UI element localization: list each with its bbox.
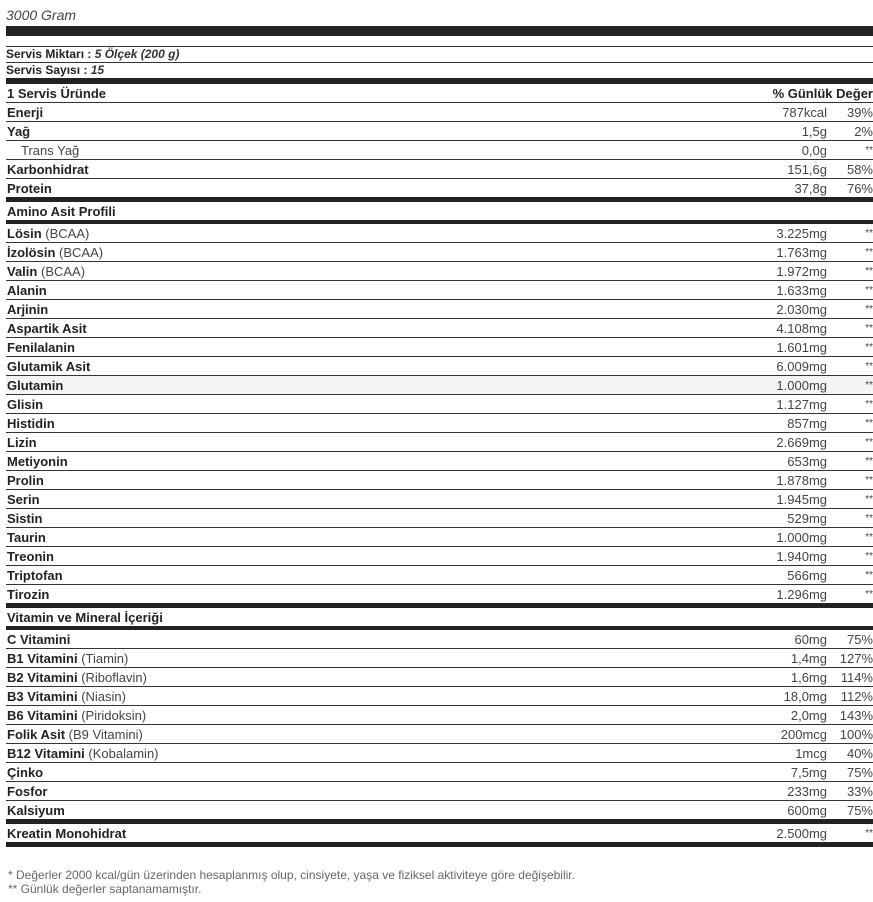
row-daily-value: **: [865, 437, 873, 448]
row-name: [7, 490, 40, 510]
row-name: [7, 801, 65, 821]
row-daily-value: **: [865, 247, 873, 258]
row-value: 1,5g: [801, 124, 827, 139]
row-subname: (Tiamin): [81, 651, 129, 666]
row-name-text: B3 Vitamini: [7, 689, 78, 704]
table-row: [6, 585, 873, 603]
row-value: 787kcal: [782, 105, 827, 120]
nutrition-table: [6, 0, 873, 847]
row-name: [7, 585, 49, 605]
row-name: [7, 668, 147, 688]
row-name-text: Karbonhidrat: [7, 162, 89, 177]
row-name-text: B6 Vitamini: [7, 708, 78, 723]
table-row: [6, 528, 873, 547]
row-name: [7, 262, 85, 282]
row-name-text: Enerji: [7, 105, 44, 120]
table-row: [6, 319, 873, 338]
footnote-2: ** Günlük değerler saptanamamıştır.: [8, 882, 202, 896]
serving-amount-label: Servis Miktarı :: [6, 47, 92, 61]
table-row: [6, 224, 873, 243]
row-value: 566mg: [787, 568, 827, 583]
row-daily-value: **: [865, 532, 873, 543]
table-row: [6, 338, 873, 357]
row-value: 200mcg: [780, 727, 827, 742]
row-daily-value: 75%: [846, 803, 873, 818]
table-row: [6, 262, 873, 281]
row-value: 1.945mg: [776, 492, 827, 507]
row-value: 1,6mg: [790, 670, 827, 685]
row-name-text: Prolin: [7, 473, 44, 488]
row-name: [7, 687, 126, 707]
header-right: % Günlük Değer: [772, 86, 873, 101]
row-subname: (BCAA): [59, 245, 104, 260]
row-value: 1.296mg: [776, 587, 827, 602]
row-subname: (Niasin): [81, 689, 126, 704]
row-daily-value: **: [865, 228, 873, 239]
row-daily-value: 58%: [846, 162, 873, 177]
row-daily-value: **: [865, 551, 873, 562]
row-name: [7, 281, 47, 301]
row-daily-value: **: [865, 418, 873, 429]
row-name-text: Fosfor: [7, 784, 48, 799]
row-daily-value: **: [865, 494, 873, 505]
row-daily-value: **: [865, 304, 873, 315]
footnote-1: * Değerler 2000 kcal/gün üzerinden hesaplanmış olup, cinsiyete, yaşa ve fiziksel aktiviteye göre değişebilir.: [8, 868, 575, 882]
row-value: 37,8g: [794, 181, 827, 196]
table-row: [6, 160, 873, 179]
row-daily-value: 76%: [846, 181, 873, 196]
table-row: [6, 141, 873, 160]
row-name-text: Çinko: [7, 765, 44, 780]
amino-section-title: [6, 202, 873, 220]
table-row: [6, 706, 873, 725]
serving-amount-value: 5 Ölçek (200 g): [94, 47, 180, 61]
row-name: [7, 357, 90, 377]
table-row: [6, 782, 873, 801]
row-name: [7, 566, 63, 586]
row-daily-value: 75%: [846, 765, 873, 780]
serving-count-label: Servis Sayısı :: [6, 63, 88, 77]
table-row: [6, 243, 873, 262]
row-name: [7, 509, 42, 529]
row-name-text: B1 Vitamini: [7, 651, 78, 666]
creatine-name: Kreatin Monohidrat: [7, 826, 127, 841]
table-row: [6, 452, 873, 471]
amino-section: [6, 224, 873, 603]
row-name-text: Treonin: [7, 549, 54, 564]
row-name-text: Yağ: [7, 124, 31, 139]
row-name: [7, 452, 68, 472]
table-row: [6, 566, 873, 585]
footnotes: [8, 868, 575, 896]
amino-title-text: Amino Asit Profili: [7, 204, 116, 219]
row-daily-value: **: [865, 475, 873, 486]
row-value: 18,0mg: [783, 689, 827, 704]
vitamin-title-text: Vitamin ve Mineral İçeriği: [7, 610, 163, 625]
row-value: 1mcg: [795, 746, 827, 761]
row-name-text: Histidin: [7, 416, 55, 431]
table-row: [6, 357, 873, 376]
row-name: [7, 376, 63, 396]
row-value: 4.108mg: [776, 321, 827, 336]
row-name-text: Lösin: [7, 226, 42, 241]
row-name-text: Sistin: [7, 511, 43, 526]
row-value: 6.009mg: [776, 359, 827, 374]
row-subname: (BCAA): [40, 264, 86, 279]
vitamin-section-title: [6, 608, 873, 626]
row-name-text: B12 Vitamini: [7, 746, 85, 761]
row-name: [7, 782, 47, 802]
table-row: [6, 300, 873, 319]
row-name-text: Serin: [7, 492, 40, 507]
row-name: [7, 763, 43, 783]
row-name-text: Aspartik Asit: [7, 321, 87, 336]
divider-thick: [6, 26, 873, 36]
row-value: 600mg: [787, 803, 827, 818]
table-row: [6, 490, 873, 509]
row-name: [7, 649, 128, 669]
row-value: 1.000mg: [776, 378, 827, 393]
row-value: 151,6g: [787, 162, 827, 177]
row-daily-value: 127%: [839, 651, 873, 666]
row-name: [7, 141, 79, 161]
row-name: [7, 160, 89, 180]
table-row: [6, 649, 873, 668]
creatine-pct: **: [865, 828, 873, 839]
row-daily-value: **: [865, 380, 873, 391]
row-name: [7, 706, 146, 726]
row-value: 1.763mg: [776, 245, 827, 260]
table-row: [6, 801, 873, 819]
row-name: [7, 471, 44, 491]
row-daily-value: **: [865, 361, 873, 372]
row-value: 1.972mg: [776, 264, 827, 279]
row-daily-value: 112%: [840, 689, 873, 704]
table-row: [6, 414, 873, 433]
row-name-text: Tirozin: [7, 587, 50, 602]
row-name-text: İzolösin: [7, 245, 56, 260]
table-row: [6, 395, 873, 414]
row-value: 60mg: [794, 632, 827, 647]
table-row: [6, 763, 873, 782]
row-name: [7, 224, 89, 244]
row-name-text: Glutamik Asit: [7, 359, 91, 374]
row-name: [7, 243, 103, 263]
row-name: [7, 122, 30, 142]
divider-thick: [6, 842, 873, 847]
table-row: [6, 122, 873, 141]
row-name-text: Arjinin: [7, 302, 49, 317]
row-name: [7, 338, 75, 358]
row-value: 1.000mg: [776, 530, 827, 545]
row-name-text: Alanin: [7, 283, 47, 298]
row-name: [7, 547, 54, 567]
table-header: [6, 84, 873, 103]
row-daily-value: 114%: [840, 670, 873, 685]
row-daily-value: 40%: [846, 746, 873, 761]
table-row: [6, 687, 873, 706]
serving-count: [6, 63, 873, 78]
row-value: 1.127mg: [776, 397, 827, 412]
row-daily-value: **: [865, 145, 873, 156]
row-daily-value: 33%: [846, 784, 873, 799]
macros-section: [6, 103, 873, 197]
row-name: [7, 528, 46, 548]
row-value: 1.940mg: [776, 549, 827, 564]
row-name: [7, 630, 70, 650]
row-value: 3.225mg: [776, 226, 827, 241]
row-daily-value: **: [865, 513, 873, 524]
table-row: [6, 668, 873, 687]
row-name-text: Folik Asit: [7, 727, 66, 742]
row-subname: (Kobalamin): [88, 746, 159, 761]
row-name: [7, 103, 43, 123]
row-value: 1.601mg: [776, 340, 827, 355]
row-name: [7, 725, 143, 745]
row-value: 857mg: [787, 416, 827, 431]
row-subname: (Riboflavin): [81, 670, 147, 685]
row-daily-value: **: [865, 285, 873, 296]
row-name-text: Metiyonin: [7, 454, 68, 469]
header-left: 1 Servis Üründe: [7, 86, 106, 101]
table-row: [6, 281, 873, 300]
table-row: [6, 509, 873, 528]
row-daily-value: 75%: [846, 632, 873, 647]
row-daily-value: **: [865, 399, 873, 410]
row-value: 653mg: [787, 454, 827, 469]
row-subname: (B9 Vitamini): [68, 727, 143, 742]
row-name-text: Glutamin: [7, 378, 64, 393]
creatine-row: [6, 824, 873, 842]
table-row: [6, 744, 873, 763]
row-daily-value: **: [865, 266, 873, 277]
row-value: 7,5mg: [790, 765, 827, 780]
row-value: 0,0g: [801, 143, 827, 158]
row-name-text: Trans Yağ: [21, 143, 80, 158]
row-daily-value: **: [865, 570, 873, 581]
table-row: [6, 471, 873, 490]
row-daily-value: **: [865, 323, 873, 334]
row-daily-value: 2%: [854, 124, 873, 139]
row-name-text: Protein: [7, 181, 52, 196]
row-name: [7, 300, 48, 320]
row-subname: (BCAA): [45, 226, 90, 241]
serving-count-value: 15: [90, 63, 105, 77]
row-name: [7, 433, 37, 453]
row-daily-value: **: [865, 589, 873, 600]
row-value: 1,4mg: [790, 651, 827, 666]
table-row: [6, 433, 873, 452]
row-name: [7, 744, 159, 764]
row-daily-value: 39%: [846, 105, 873, 120]
row-name: [7, 395, 43, 415]
row-name: [7, 179, 52, 199]
row-name-text: Triptofan: [7, 568, 63, 583]
row-daily-value: 143%: [839, 708, 873, 723]
row-value: 529mg: [787, 511, 827, 526]
table-row: [6, 179, 873, 197]
row-name-text: Glisin: [7, 397, 44, 412]
row-value: 2.669mg: [776, 435, 827, 450]
row-name-text: Kalsiyum: [7, 803, 65, 818]
product-size-title: 3000 Gram: [6, 7, 77, 23]
row-name: [7, 414, 55, 434]
row-value: 1.878mg: [776, 473, 827, 488]
row-value: 2,0mg: [790, 708, 827, 723]
row-name-text: Lizin: [7, 435, 37, 450]
row-name: [7, 319, 87, 339]
row-value: 1.633mg: [776, 283, 827, 298]
row-name-text: Valin: [7, 264, 38, 279]
table-row: [6, 547, 873, 566]
table-row: [6, 103, 873, 122]
serving-amount: [6, 47, 873, 63]
row-name-text: Fenilalanin: [7, 340, 75, 355]
spacer-row: [6, 36, 873, 47]
table-row: [6, 630, 873, 649]
table-row: [6, 376, 873, 395]
row-value: 2.030mg: [776, 302, 827, 317]
row-name-text: C Vitamini: [7, 632, 71, 647]
row-daily-value: **: [865, 456, 873, 467]
table-row: [6, 725, 873, 744]
row-subname: (Piridoksin): [81, 708, 147, 723]
row-name-text: Taurin: [7, 530, 46, 545]
row-value: 233mg: [787, 784, 827, 799]
vitamin-section: [6, 630, 873, 819]
creatine-value: 2.500mg: [776, 826, 827, 841]
row-daily-value: **: [865, 342, 873, 353]
row-daily-value: 100%: [839, 727, 873, 742]
row-name-text: B2 Vitamini: [7, 670, 78, 685]
